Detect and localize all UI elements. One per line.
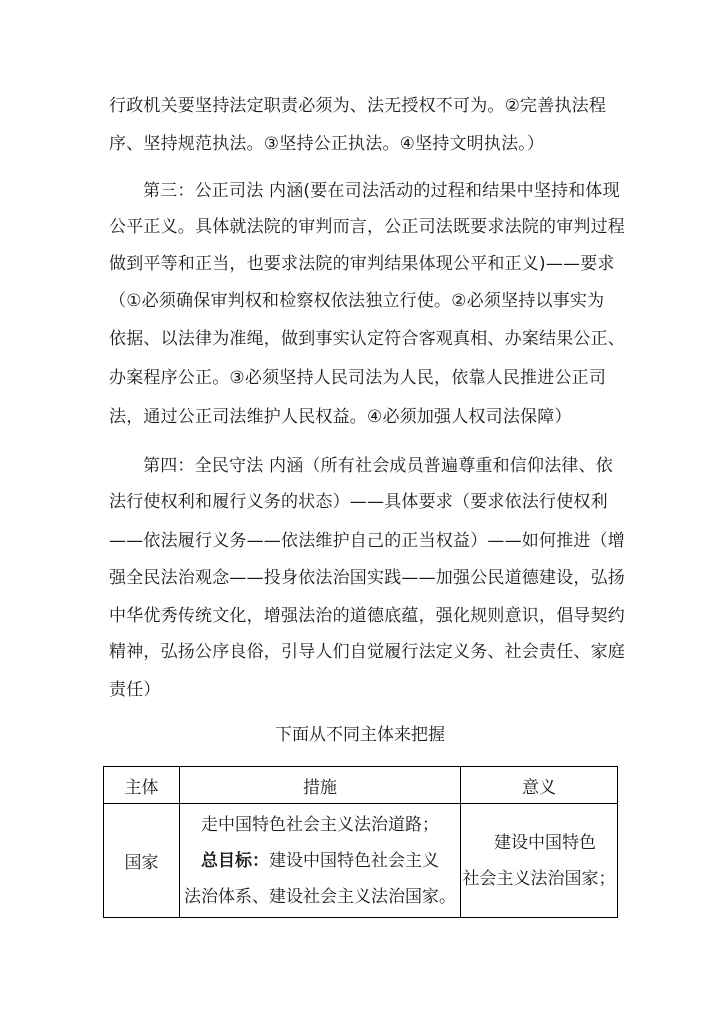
paragraph-line: 责任） [109, 680, 161, 700]
paragraph-line: 依据、以法律为准绳，做到事实认定符合客观真相、办案结果公正、 [109, 329, 625, 349]
paragraph-line: 强全民法治观念——投身依法治国实践——加强公民道德建设，弘扬 [109, 568, 625, 588]
table-row [104, 804, 618, 918]
paragraph-line: 第四：全民守法 内涵（所有社会成员普遍尊重和信仰法律、依 [143, 456, 614, 476]
paragraph-line: 公平正义。具体就法院的审判而言，公正司法既要求法院的审判过程 [109, 217, 625, 237]
paragraph-line: 法，通过公正司法维护人民权益。④必须加强人权司法保障） [109, 407, 572, 427]
paragraph-line: 中华优秀传统文化，增强法治的道德底蕴，强化规则意识，倡导契约 [109, 606, 625, 626]
measure-goal-text: 建设中国特色社会主义 [269, 850, 439, 871]
measure-line: 走中国特色社会主义法治道路； [201, 814, 439, 835]
header-meaning: 意义 [461, 767, 618, 804]
paragraph-line: 第三：公正司法 内涵(要在司法活动的过程和结果中坚持和体现 [143, 181, 620, 201]
meaning-line: 社会主义法治国家； [462, 868, 616, 889]
cell-subject: 国家 [104, 804, 180, 918]
paragraph-line: 行政机关要坚持法定职责必须为、法无授权不可为。②完善执法程 [109, 96, 607, 116]
cell-measures [180, 804, 461, 918]
paragraph-line: （①必须确保审判权和检察权依法独立行使。②必须坚持以事实为 [109, 291, 605, 311]
paragraph-line: 做到平等和正当，也要求法院的审判结果体现公平和正义)——要求 [109, 254, 615, 274]
measure-line: 法治体系、建设社会主义法治国家。 [184, 886, 456, 907]
paragraph-line: ——依法履行义务——依法维护自己的正当权益）——如何推进（增 [109, 531, 625, 551]
subject-measures-table [103, 766, 618, 918]
header-subject: 主体 [104, 767, 180, 804]
table-header-row [104, 767, 618, 804]
paragraph-line: 精神，弘扬公序良俗，引导人们自觉履行法定义务、社会责任、家庭 [109, 642, 625, 662]
table-caption: 下面从不同主体来把握 [275, 725, 445, 745]
measure-line [180, 843, 460, 879]
cell-meaning [461, 804, 618, 918]
measure-goal-label: 总目标： [201, 850, 269, 871]
meaning-line: 建设中国特色 [494, 832, 596, 853]
header-measures: 措施 [180, 767, 461, 804]
paragraph-line: 法行使权利和履行义务的状态）——具体要求（要求依法行使权利 [109, 492, 608, 512]
paragraph-line: 序、坚持规范执法。③坚持公正执法。④坚持文明执法。） [109, 134, 545, 154]
paragraph-line: 办案程序公正。③必须坚持人民司法为人民，依靠人民推进公正司 [109, 368, 607, 388]
